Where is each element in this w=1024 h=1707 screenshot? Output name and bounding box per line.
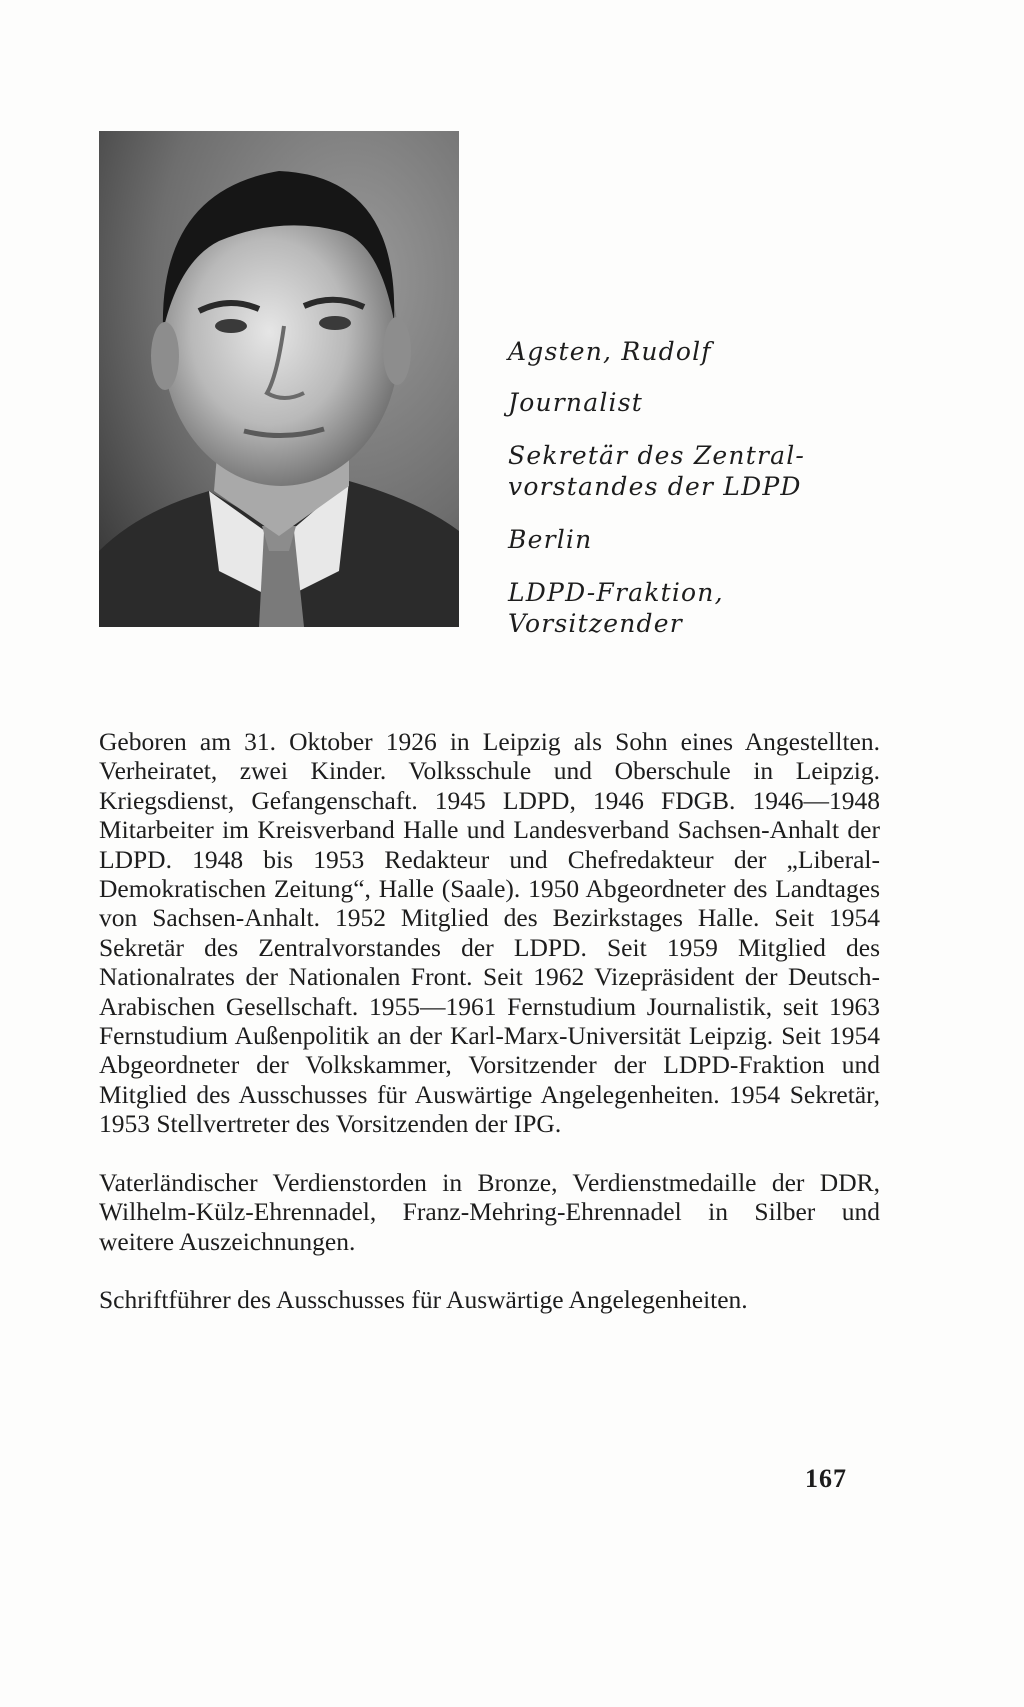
portrait-photo <box>99 131 459 627</box>
bio-body <box>99 727 880 1343</box>
person-name: Agsten, Rudolf <box>508 337 712 366</box>
awards-paragraph: Vaterländischer Verdienstorden in Bronze, Verdienstmedaille der DDR, Wilhelm-Külz-Ehrennadel, Franz-Mehring-Ehrennadel in Silber und weitere Auszeichnungen. <box>99 1167 880 1256</box>
faction-line-1: LDPD-Fraktion, <box>508 578 724 607</box>
position-line-2: vorstandes der LDPD <box>508 472 802 501</box>
faction-line-2: Vorsitzender <box>508 609 683 638</box>
page-number: 167 <box>805 1464 847 1493</box>
city: Berlin <box>508 525 593 554</box>
bio-header <box>508 336 888 661</box>
faction <box>508 577 888 639</box>
position-line-1: Sekretär des Zentral- <box>508 441 806 470</box>
role-paragraph: Schriftführer des Ausschusses für Auswärtige Angelegenheiten. <box>99 1284 748 1314</box>
position <box>508 440 888 502</box>
biography-paragraph: Geboren am 31. Oktober 1926 in Leipzig als Sohn eines Angestellten. Verheiratet, zwei Kinder. Volksschule und Oberschule in Leipzig. Kriegsdienst, Gefangenschaft. 1945 LDPD, 1946 FDGB. 1946—1948 Mitarbeiter im Kreisverband Halle und Landesverband Sachsen-Anhalt der LDPD. 1948 bis 1953 Redakteur und Chefredakteur der „Liberal-Demokratischen Zeitung“, Halle (Saale). 1950 Abgeordneter des Landtages von Sachsen-Anhalt. 1952 Mitglied des Bezirkstages Halle. Seit 1954 Sekretär des Zentralvorstandes der LDPD. Seit 1959 Mitglied des Nationalrates der Nationalen Front. Seit 1962 Vizepräsident der Deutsch-Arabischen Gesellschaft. 1955—1961 Fernstudium Journalistik, seit 1963 Fernstudium Außenpolitik an der Karl-Marx-Universität Leipzig. Seit 1954 Abgeordneter der Volkskammer, Vorsitzender der LDPD-Fraktion und Mitglied des Ausschusses für Auswärtige Angelegenheiten. 1954 Sekretär, 1953 Stellvertreter des Vorsitzenden der IPG. <box>99 727 880 1139</box>
portrait-icon <box>99 131 459 627</box>
occupation: Journalist <box>508 388 643 417</box>
